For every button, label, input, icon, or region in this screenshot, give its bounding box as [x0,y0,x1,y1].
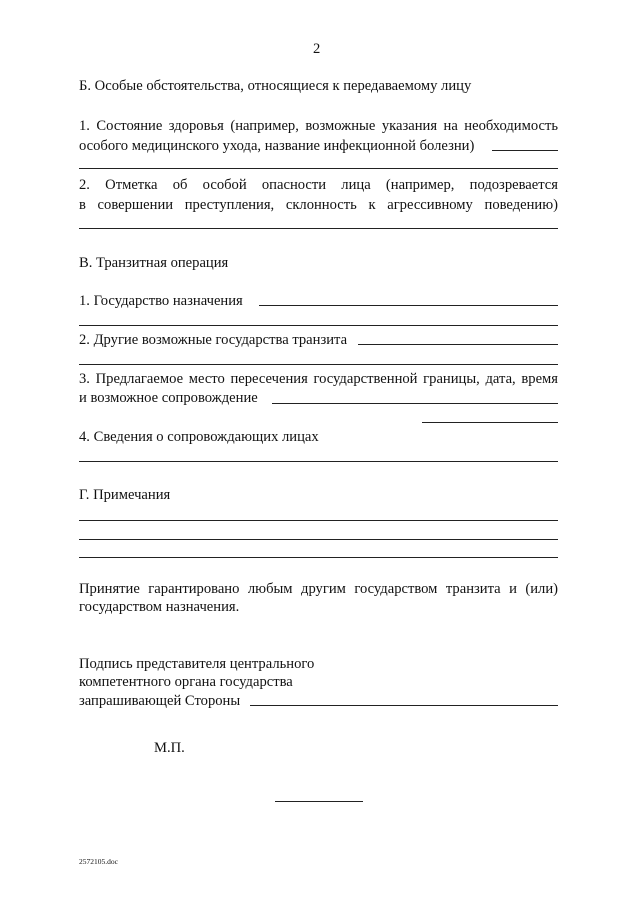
section-v-heading: В. Транзитная операция [79,255,229,271]
section-b-item1-line1: 1. Состояние здоровья (например, возможные указания на необходимость [79,118,558,134]
transit-states-field[interactable] [358,344,558,345]
section-b-item2-field[interactable] [79,228,558,229]
signature-field[interactable] [250,705,558,706]
signature-line1: Подпись представителя центрального [79,656,315,672]
stamp-label: М.П. [154,740,185,756]
transit-states-field-extra[interactable] [79,364,558,365]
border-crossing-field[interactable] [272,403,558,404]
section-b-item1-field[interactable] [492,150,558,151]
acceptance-line1: Принятие гарантировано любым другим государством транзита и (или) [79,581,558,597]
section-b-item1-line2: особого медицинского ухода, название инфекционной болезни) [79,138,475,154]
signature-line2: компетентного органа государства [79,674,293,690]
border-crossing-field-extra[interactable] [422,422,558,423]
section-b-heading: Б. Особые обстоятельства, относящиеся к передаваемому лицу [79,78,472,94]
footer-doc-id: 2572105.doc [79,857,118,866]
section-v-item3-line2: и возможное сопровождение [79,390,258,406]
notes-field-line3[interactable] [79,557,558,558]
signature-line3: запрашивающей Стороны [79,693,241,709]
closing-separator [275,801,363,802]
section-g-heading: Г. Примечания [79,487,171,503]
section-v-item4-label: 4. Сведения о сопровождающих лицах [79,429,319,445]
notes-field-line2[interactable] [79,539,558,540]
destination-state-field[interactable] [259,305,558,306]
section-b-item2-line1: 2. Отметка об особой опасности лица (например, подозревается [79,177,558,193]
notes-field-line1[interactable] [79,520,558,521]
escort-info-field[interactable] [79,461,558,462]
section-v-item1-label: 1. Государство назначения [79,293,243,309]
acceptance-line2: государством назначения. [79,599,240,615]
page-number: 2 [313,41,321,57]
section-b-item2-line2: в совершении преступления, склонность к агрессивному поведению) [79,197,558,213]
section-v-item3-line1: 3. Предлагаемое место пересечения государственной границы, дата, время [79,371,558,387]
destination-state-field-extra[interactable] [79,325,558,326]
section-b-item1-field-extra[interactable] [79,168,558,169]
section-v-item2-label: 2. Другие возможные государства транзита [79,332,348,348]
